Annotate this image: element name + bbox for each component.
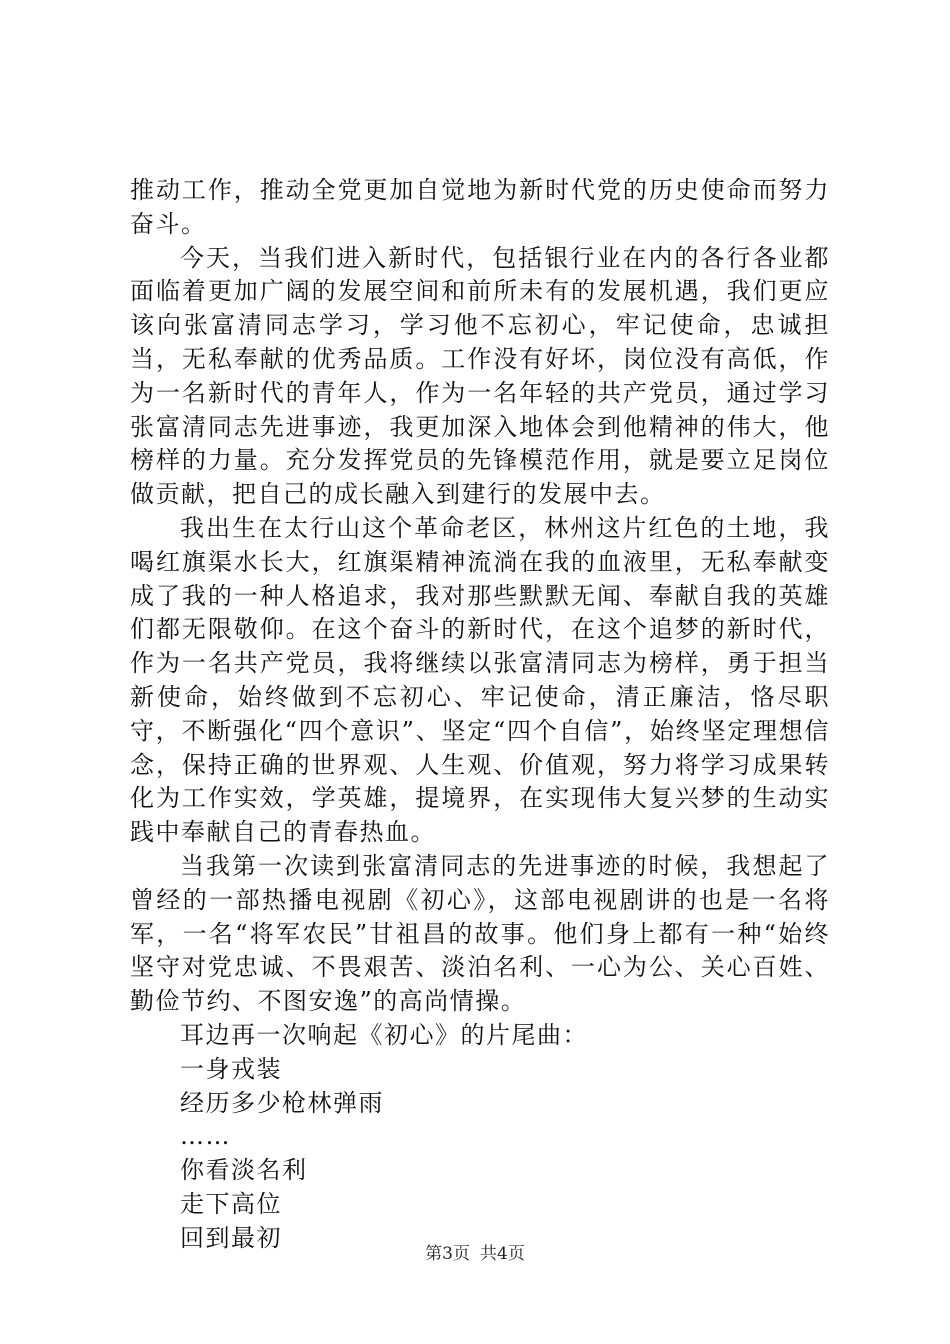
verse-ellipsis: …… — [180, 1122, 231, 1151]
document-body — [130, 174, 830, 1256]
total-pages: 共4页 — [480, 1244, 525, 1264]
verse-line: 一身戎装 — [180, 1054, 282, 1083]
verse-line-intro: 耳边再一次响起《初心》的片尾曲： — [180, 1020, 588, 1049]
paragraph-2: 今天，当我们进入新时代，包括银行业在内的各行各业都面临着更加广阔的发展空间和前所未有的发展机遇，我们更应该向张富清同志学习，学习他不忘初心，牢记使命，忠诚担当，无私奉献的优秀品质。工作没有好坏，岗位没有高低，作为一名新时代的青年人，作为一名年轻的共产党员，通过学习张富清同志先进事迹，我更加深入地体会到他精神的伟大，他榜样的力量。充分发挥党员的先锋模范作用，就是要立足岗位做贡献，把自己的成长融入到建行的发展中去。 — [130, 243, 830, 509]
page-number: 第3页 — [425, 1244, 470, 1264]
paragraph-3: 我出生在太行山这个革命老区，林州这片红色的土地，我喝红旗渠水长大，红旗渠精神流淌在我的血液里，无私奉献变成了我的一种人格追求，我对那些默默无闻、奉献自我的英雄们都无限敬仰。在这个奋斗的新时代，在这个追梦的新时代，作为一名共产党员，我将继续以张富清同志为榜样，勇于担当新使命，始终做到不忘初心、牢记使命，清正廉洁，恪尽职守，不断强化“四个意识”、坚定“四个自信”，始终坚定理想信念，保持正确的世界观、人生观、价值观，努力将学习成果转化为工作实效，学英雄，提境界，在实现伟大复兴梦的生动实践中奉献自己的青春热血。 — [130, 513, 830, 847]
verse-line: 经历多少枪林弹雨 — [180, 1088, 384, 1117]
paragraph-4: 当我第一次读到张富清同志的先进事迹的时候，我想起了曾经的一部热播电视剧《初心》，这部电视剧讲的也是一名将军，一名“将军农民”甘祖昌的故事。他们身上都有一种“始终坚守对党忠诚、不畏艰苦、淡泊名利、一心为公、关心百姓、勤俭节约、不图安逸”的高尚情操。 — [130, 851, 830, 1016]
page-footer — [0, 1244, 950, 1264]
paragraph-1: 推动工作，推动全党更加自觉地为新时代党的历史使命而努力奋斗。 — [130, 176, 830, 238]
verse-line: 你看淡名利 — [180, 1156, 308, 1185]
verse-line: 走下高位 — [180, 1189, 282, 1218]
verse-line: 回到最初 — [180, 1223, 282, 1252]
